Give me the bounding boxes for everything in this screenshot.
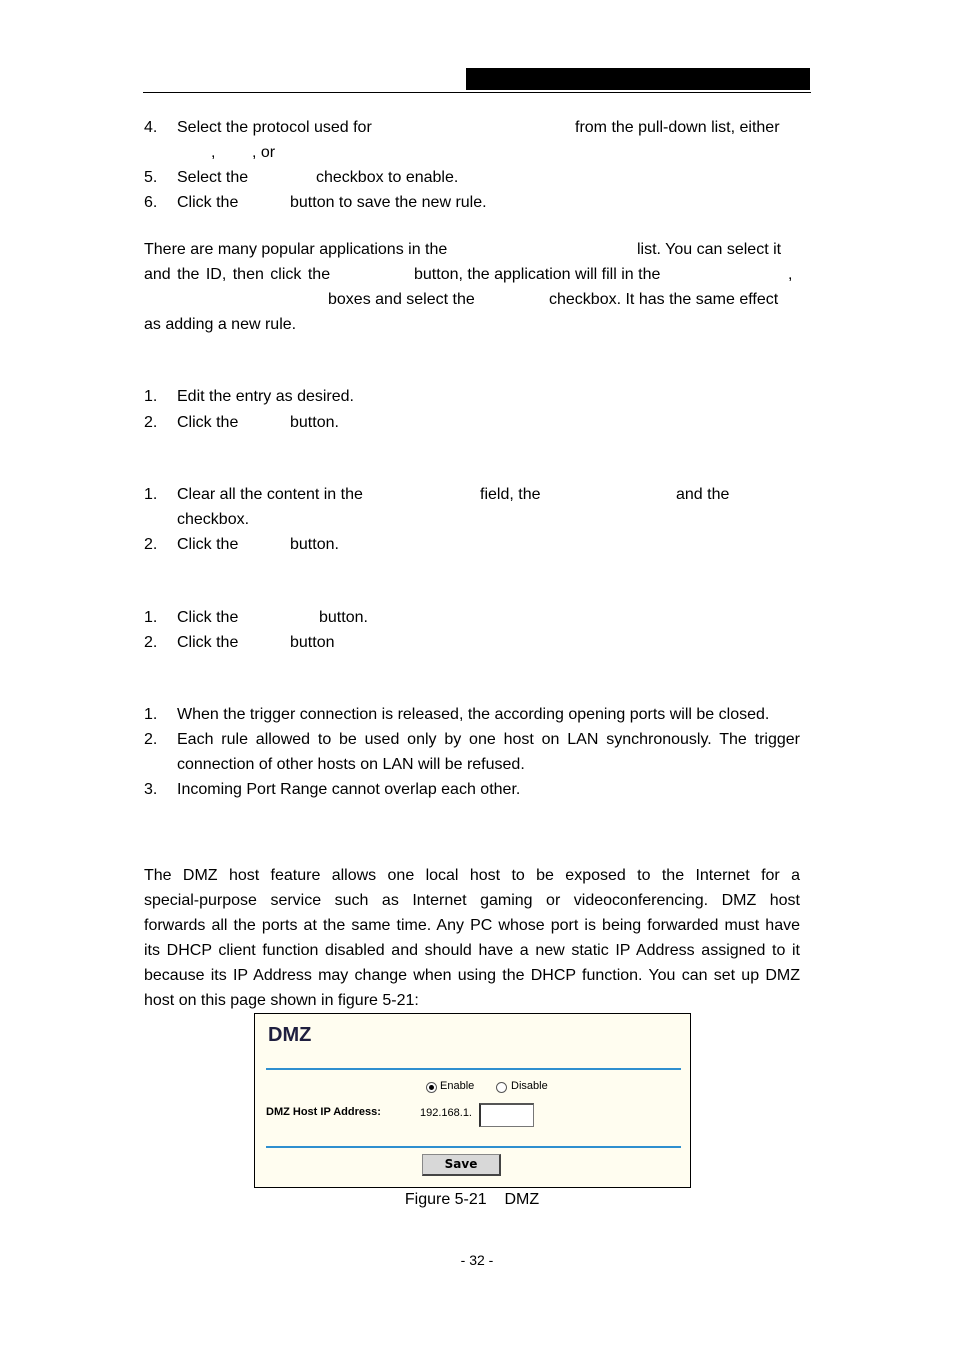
list-number: 2. [144, 634, 158, 651]
list-number: 1. [144, 486, 158, 503]
list-number: 2. [144, 536, 158, 553]
list-text: Each rule allowed to be used only by one host on LAN synchronously. The trigger [177, 731, 800, 748]
list-number: 1. [144, 609, 158, 626]
save-button[interactable]: Save [422, 1154, 501, 1176]
header-rule [143, 92, 811, 93]
list-text: button. [290, 414, 339, 431]
para-text: , [788, 266, 793, 283]
list-text: button [290, 634, 335, 651]
para-line: because its IP Address may change when using the DHCP function. You can set up DMZ [144, 967, 800, 984]
para-line: The DMZ host feature allows one local host to be exposed to the Internet for a [144, 867, 800, 884]
disable-radio[interactable] [496, 1082, 507, 1093]
para-line: special-purpose service such as Internet gaming or videoconferencing. DMZ host [144, 892, 800, 909]
page-number: - 32 - [460, 1252, 494, 1268]
list-text: and the [676, 486, 730, 503]
disable-label: Disable [511, 1080, 548, 1092]
list-text: When the trigger connection is released, the according opening ports will be closed. [177, 706, 770, 723]
list-text: Click the [177, 536, 239, 553]
list-text: field, the [480, 486, 541, 503]
list-number: 3. [144, 781, 158, 798]
list-text: button. [290, 536, 339, 553]
list-number: 6. [144, 194, 158, 211]
list-text: , [211, 144, 216, 161]
list-text: Click the [177, 414, 239, 431]
para-text: button, the application will fill in the [414, 266, 661, 283]
list-text: from the pull-down list, either [575, 119, 780, 136]
bottom-divider [266, 1146, 681, 1148]
enable-radio[interactable] [426, 1082, 437, 1093]
top-divider [266, 1068, 681, 1070]
list-number: 5. [144, 169, 158, 186]
para-text: and the ID, then click the [144, 266, 331, 283]
list-text: connection of other hosts on LAN will be refused. [177, 756, 525, 773]
host-ip-label: DMZ Host IP Address: [266, 1106, 381, 1118]
enable-label: Enable [440, 1080, 475, 1092]
para-line: forwards all the ports at the same time. Any PC whose port is being forwarded must have [144, 917, 800, 934]
list-number: 4. [144, 119, 158, 136]
host-ip-input[interactable] [479, 1103, 534, 1127]
para-line: host on this page shown in figure 5-21: [144, 992, 419, 1009]
list-number: 1. [144, 388, 158, 405]
list-text: Edit the entry as desired. [177, 388, 354, 405]
dmz-paragraph [144, 863, 800, 1013]
header-bar [466, 68, 810, 90]
list-text: button. [319, 609, 368, 626]
radio-selected-dot [429, 1085, 434, 1090]
list-number: 1. [144, 706, 158, 723]
figure-caption: Figure 5-21 DMZ [404, 1191, 540, 1208]
list-text: Select the [177, 169, 249, 186]
dmz-title: DMZ [268, 1024, 312, 1046]
list-text: Incoming Port Range cannot overlap each other. [177, 781, 521, 798]
para-text: as adding a new rule. [144, 316, 297, 333]
para-text: There are many popular applications in the [144, 241, 448, 258]
ip-prefix: 192.168.1. [420, 1107, 472, 1119]
list-text: Click the [177, 194, 239, 211]
list-text: , or [252, 144, 276, 161]
list-text: button to save the new rule. [290, 194, 487, 211]
list-number: 2. [144, 731, 158, 748]
para-text: checkbox. It has the same effect [549, 291, 779, 308]
para-line: its DHCP client function disabled and should have a new static IP Address assigned to it [144, 942, 800, 959]
list-number: 2. [144, 414, 158, 431]
list-text: Select the protocol used for [177, 119, 372, 136]
list-text: Click the [177, 634, 239, 651]
list-text: checkbox. [177, 511, 250, 528]
para-text: list. You can select it [637, 241, 782, 258]
para-text: boxes and select the [328, 291, 475, 308]
list-text: Click the [177, 609, 239, 626]
list-text: Clear all the content in the [177, 486, 363, 503]
dmz-figure [254, 1013, 691, 1188]
list-text: checkbox to enable. [316, 169, 459, 186]
